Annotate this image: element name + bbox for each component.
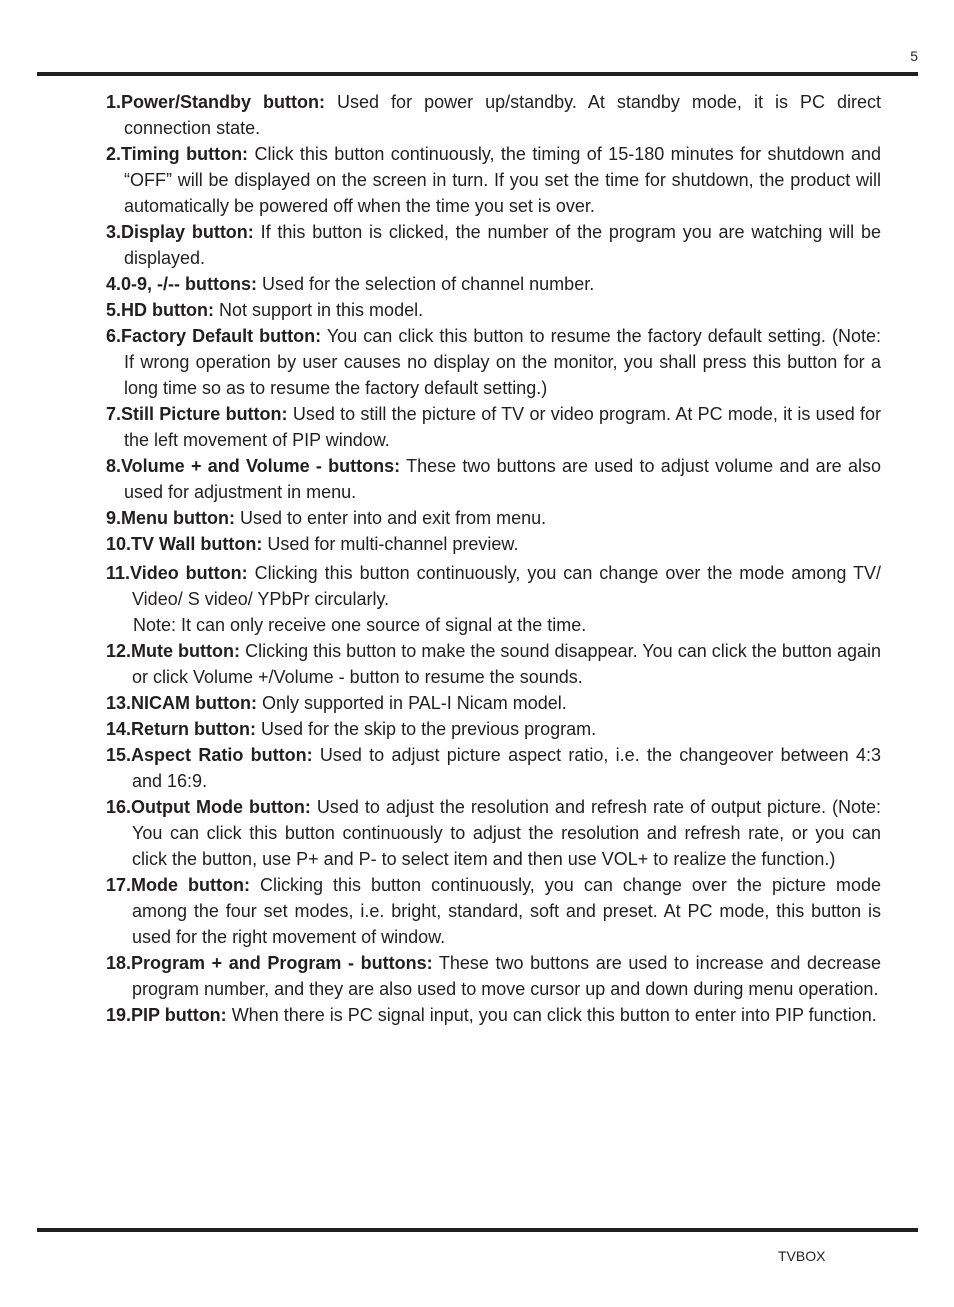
item-text: Only supported in PAL-I Nicam model. — [256, 693, 567, 713]
item-text: Used to adjust the resolution and refresh rate of output picture. (Note: You can click this button continuously to adjust the resolution and refresh rate, or you can click the button, use P+ and P- to select item and then use VOL+ to realize the function.) — [132, 797, 881, 869]
item-text: Clicking this button continuously, you can change over the picture mode among the four set modes, i.e. bright, standard, soft and preset. At PC mode, this button is used for the right movement of window. — [132, 875, 881, 947]
list-item-aspect-ratio — [106, 742, 881, 794]
item-label: 10.TV Wall button: — [106, 534, 263, 554]
list-item-factory-default — [106, 323, 881, 401]
video-note: Note: It can only receive one source of signal at the time. — [133, 615, 587, 635]
list-item-volume — [106, 453, 881, 505]
item-label: 13.NICAM button: — [106, 693, 257, 713]
item-label: 15.Aspect Ratio button: — [106, 745, 313, 765]
item-text: You can click this button to resume the factory default setting. (Note: If wrong operation by user causes no display on the monitor, you shall press this button for a long time so as to resume the factory default setting.) — [124, 326, 881, 398]
list-item-hd — [106, 297, 881, 323]
item-text: Used for the skip to the previous program. — [256, 719, 597, 739]
button-descriptions — [106, 89, 881, 1028]
list-item-tv-wall — [106, 531, 881, 557]
list-item-nicam — [106, 690, 881, 716]
list-item-menu — [106, 505, 881, 531]
list-item-pip — [106, 1002, 881, 1028]
item-label: 12.Mute button: — [106, 641, 241, 661]
item-label: 14.Return button: — [106, 719, 256, 739]
item-label: 6.Factory Default button: — [106, 326, 322, 346]
list-item-return — [106, 716, 881, 742]
list-item-still-picture — [106, 401, 881, 453]
list-item-timing — [106, 141, 881, 219]
list-item-mute — [106, 638, 881, 690]
item-text: Not support in this model. — [213, 300, 424, 320]
item-text: Used to still the picture of TV or video program. At PC mode, it is used for the left movement of PIP window. — [124, 404, 881, 450]
list-item-display — [106, 219, 881, 271]
item-label: 16.Output Mode button: — [106, 797, 311, 817]
item-label: 9.Menu button: — [106, 508, 235, 528]
item-label: 17.Mode button: — [106, 875, 250, 895]
footer-label: TVBOX — [778, 1248, 826, 1264]
list-item-power-standby — [106, 89, 881, 141]
item-text: Click this button continuously, the timing of 15-180 minutes for shutdown and “OFF” will be displayed on the screen in turn. If you set the time for shutdown, the product will automatically be powered off when the time you set is over. — [124, 144, 881, 216]
footer-rule — [37, 1228, 918, 1232]
item-label: 19.PIP button: — [106, 1005, 227, 1025]
item-label: 5.HD button: — [106, 300, 214, 320]
item-text: Clicking this button to make the sound disappear. You can click the button again or click Volume +/Volume - button to resume the sounds. — [132, 641, 881, 687]
item-label: 3.Display button: — [106, 222, 254, 242]
list-item-mode — [106, 872, 881, 950]
list-item-program — [106, 950, 881, 1002]
item-text: Used for power up/standby. At standby mode, it is PC direct connection state. — [124, 92, 881, 138]
item-label: 7.Still Picture button: — [106, 404, 288, 424]
item-label: 18.Program + and Program - buttons: — [106, 953, 433, 973]
header-rule — [37, 72, 918, 76]
item-text: Used for multi-channel preview. — [262, 534, 519, 554]
page-number: 5 — [910, 48, 918, 64]
item-text: Used for the selection of channel number. — [257, 274, 595, 294]
list-item-channel-digits — [106, 271, 881, 297]
item-text: When there is PC signal input, you can click this button to enter into PIP function. — [226, 1005, 877, 1025]
item-text: These two buttons are used to adjust volume and are also used for adjustment in menu. — [124, 456, 881, 502]
item-text: These two buttons are used to increase and decrease program number, and they are also used to move cursor up and down during menu operation. — [132, 953, 881, 999]
list-item-video — [106, 560, 881, 612]
list-item-output-mode — [106, 794, 881, 872]
item-label: 1.Power/Standby button: — [106, 92, 326, 112]
item-label: 2.Timing button: — [106, 144, 249, 164]
item-label: 11.Video button: — [106, 563, 248, 583]
item-text: Used to enter into and exit from menu. — [234, 508, 547, 528]
item-label: 8.Volume + and Volume - buttons: — [106, 456, 401, 476]
item-text: If this button is clicked, the number of the program you are watching will be displayed. — [124, 222, 881, 268]
item-text: Used to adjust picture aspect ratio, i.e. the changeover between 4:3 and 16:9. — [132, 745, 881, 791]
item-label: 4.0-9, -/-- buttons: — [106, 274, 257, 294]
item-text: Clicking this button continuously, you can change over the mode among TV/ Video/ S video/ YPbPr circularly. — [132, 563, 881, 609]
